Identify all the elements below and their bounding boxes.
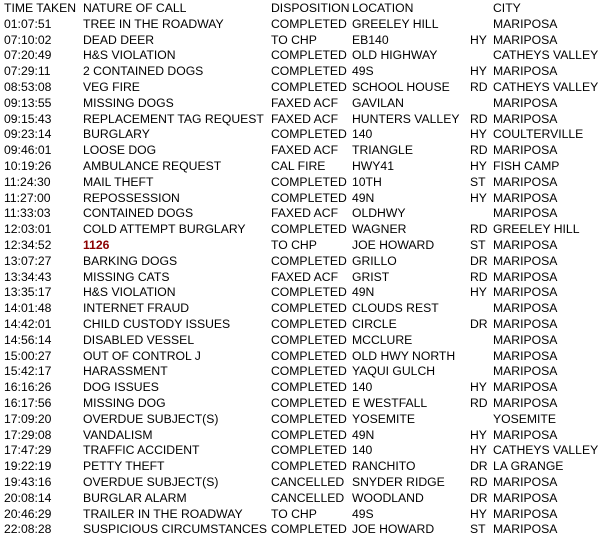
log-row xyxy=(0,33,614,49)
cell-time: 09:13:55 xyxy=(4,95,52,110)
cell-street-suffix: RD xyxy=(470,474,488,489)
log-row xyxy=(0,459,614,475)
log-row xyxy=(0,475,614,491)
cell-disposition: FAXED ACF xyxy=(271,143,339,158)
cell-disposition: COMPLETED xyxy=(271,48,347,63)
cell-nature: CHILD CUSTODY ISSUES xyxy=(83,316,231,331)
cell-city: MARIPOSA xyxy=(493,190,558,205)
cell-disposition: COMPLETED xyxy=(271,301,347,316)
cell-disposition: COMPLETED xyxy=(271,459,347,474)
log-row xyxy=(0,112,614,128)
cell-location: E WESTFALL xyxy=(352,395,428,410)
cell-street-suffix: RD xyxy=(470,143,488,158)
cell-nature: BURGLARY xyxy=(83,127,150,142)
cell-location: EB140 xyxy=(352,32,389,47)
cell-location: JOE HOWARD xyxy=(352,522,435,537)
header-city: CITY xyxy=(493,1,521,15)
log-row xyxy=(0,507,614,523)
cell-disposition: COMPLETED xyxy=(271,16,347,31)
cell-location: JOE HOWARD xyxy=(352,237,435,252)
log-row xyxy=(0,127,614,143)
cell-street-suffix: HY xyxy=(470,506,487,521)
cell-nature: MISSING CATS xyxy=(83,269,170,284)
cell-city: MARIPOSA xyxy=(493,522,558,537)
cell-location: GRIST xyxy=(352,269,390,284)
log-row xyxy=(0,80,614,96)
log-row xyxy=(0,191,614,207)
cell-disposition: COMPLETED xyxy=(271,127,347,142)
cell-time: 09:46:01 xyxy=(4,143,52,158)
cell-street-suffix: HY xyxy=(470,443,487,458)
cell-disposition: COMPLETED xyxy=(271,222,347,237)
log-row xyxy=(0,412,614,428)
log-row xyxy=(0,491,614,507)
cell-time: 15:42:17 xyxy=(4,364,52,379)
cell-time: 20:46:29 xyxy=(4,506,52,521)
cell-time: 20:08:14 xyxy=(4,490,52,505)
log-row xyxy=(0,206,614,222)
cell-location: 49N xyxy=(352,190,375,205)
cell-city: CATHEYS VALLEY xyxy=(493,48,599,63)
cell-disposition: CANCELLED xyxy=(271,490,345,505)
cell-nature: MAIL THEFT xyxy=(83,174,154,189)
cell-city: MARIPOSA xyxy=(493,506,558,521)
cell-disposition: TO CHP xyxy=(271,32,317,47)
cell-city: MARIPOSA xyxy=(493,427,558,442)
cell-city: MARIPOSA xyxy=(493,206,558,221)
log-row xyxy=(0,317,614,333)
cell-nature: VANDALISM xyxy=(83,427,153,442)
cell-nature: HARASSMENT xyxy=(83,364,168,379)
cell-time: 17:47:29 xyxy=(4,443,52,458)
cell-street-suffix: HY xyxy=(470,380,487,395)
log-row xyxy=(0,522,614,538)
cell-nature: AMBULANCE REQUEST xyxy=(83,158,222,173)
cell-disposition: FAXED ACF xyxy=(271,206,339,221)
cell-city: FISH CAMP xyxy=(493,158,560,173)
cell-time: 07:10:02 xyxy=(4,32,52,47)
cell-city: MARIPOSA xyxy=(493,32,558,47)
cell-street-suffix: RD xyxy=(470,79,488,94)
cell-time: 13:34:43 xyxy=(4,269,52,284)
cell-time: 11:27:00 xyxy=(4,190,51,205)
cell-disposition: COMPLETED xyxy=(271,190,347,205)
header-nature: NATURE OF CALL xyxy=(83,1,187,15)
cell-disposition: COMPLETED xyxy=(271,443,347,458)
cell-disposition: TO CHP xyxy=(271,506,317,521)
cell-city: MARIPOSA xyxy=(493,474,558,489)
log-row xyxy=(0,270,614,286)
call-log xyxy=(0,1,614,538)
cell-time: 13:35:17 xyxy=(4,285,52,300)
cell-city: CATHEYS VALLEY xyxy=(493,79,599,94)
cell-nature: 1126 xyxy=(83,237,110,252)
header-time: TIME TAKEN xyxy=(4,1,77,15)
cell-nature: OUT OF CONTROL J xyxy=(83,348,201,363)
cell-location: TRIANGLE xyxy=(352,143,413,158)
cell-time: 14:01:48 xyxy=(4,301,52,316)
cell-disposition: COMPLETED xyxy=(271,522,347,537)
cell-disposition: COMPLETED xyxy=(271,395,347,410)
log-row xyxy=(0,48,614,64)
cell-time: 13:07:27 xyxy=(4,253,52,268)
cell-time: 01:07:51 xyxy=(4,16,52,31)
cell-time: 11:24:30 xyxy=(4,174,51,189)
cell-location: YOSEMITE xyxy=(352,411,415,426)
cell-time: 16:16:26 xyxy=(4,380,52,395)
cell-location: 49N xyxy=(352,427,375,442)
cell-time: 12:03:01 xyxy=(4,222,52,237)
cell-time: 17:29:08 xyxy=(4,427,52,442)
cell-city: MARIPOSA xyxy=(493,490,558,505)
cell-time: 14:42:01 xyxy=(4,316,52,331)
cell-street-suffix: ST xyxy=(470,174,486,189)
cell-street-suffix: RD xyxy=(470,222,488,237)
cell-time: 09:23:14 xyxy=(4,127,52,142)
cell-nature: CONTAINED DOGS xyxy=(83,206,194,221)
cell-city: MARIPOSA xyxy=(493,348,558,363)
cell-location: SNYDER RIDGE xyxy=(352,474,445,489)
cell-time: 22:08:28 xyxy=(4,522,52,537)
log-row xyxy=(0,159,614,175)
cell-disposition: COMPLETED xyxy=(271,79,347,94)
cell-nature: MISSING DOGS xyxy=(83,95,174,110)
cell-nature: SUSPICIOUS CIRCUMSTANCES xyxy=(83,522,267,537)
cell-time: 19:43:16 xyxy=(4,474,52,489)
cell-nature: DEAD DEER xyxy=(83,32,155,47)
log-row xyxy=(0,143,614,159)
log-row xyxy=(0,254,614,270)
cell-location: 140 xyxy=(352,380,373,395)
log-row xyxy=(0,333,614,349)
cell-location: RANCHITO xyxy=(352,459,416,474)
log-row xyxy=(0,380,614,396)
cell-street-suffix: HY xyxy=(470,32,487,47)
cell-time: 08:53:08 xyxy=(4,79,52,94)
cell-disposition: COMPLETED xyxy=(271,253,347,268)
cell-street-suffix: HY xyxy=(470,190,487,205)
cell-city: COULTERVILLE xyxy=(493,127,584,142)
cell-city: YOSEMITE xyxy=(493,411,556,426)
cell-time: 10:19:26 xyxy=(4,158,52,173)
cell-city: MARIPOSA xyxy=(493,143,558,158)
cell-nature: MISSING DOG xyxy=(83,395,166,410)
cell-city: MARIPOSA xyxy=(493,395,558,410)
cell-location: 140 xyxy=(352,443,373,458)
cell-city: MARIPOSA xyxy=(493,316,558,331)
log-row xyxy=(0,175,614,191)
cell-city: LA GRANGE xyxy=(493,459,564,474)
cell-nature: DISABLED VESSEL xyxy=(83,332,195,347)
header-disposition: DISPOSITION xyxy=(271,1,350,15)
cell-location: MCCLURE xyxy=(352,332,413,347)
cell-nature: LOOSE DOG xyxy=(83,143,157,158)
cell-disposition: FAXED ACF xyxy=(271,269,339,284)
cell-disposition: COMPLETED xyxy=(271,174,347,189)
cell-city: MARIPOSA xyxy=(493,269,558,284)
cell-disposition: COMPLETED xyxy=(271,411,347,426)
cell-location: 140 xyxy=(352,127,373,142)
cell-disposition: COMPLETED xyxy=(271,380,347,395)
cell-city: GREELEY HILL xyxy=(493,222,580,237)
cell-location: 49S xyxy=(352,506,374,521)
cell-street-suffix: HY xyxy=(470,127,487,142)
cell-time: 16:17:56 xyxy=(4,395,52,410)
log-row xyxy=(0,428,614,444)
cell-city: MARIPOSA xyxy=(493,364,558,379)
log-row xyxy=(0,285,614,301)
cell-nature: TRAILER IN THE ROADWAY xyxy=(83,506,243,521)
cell-street-suffix: HY xyxy=(470,158,487,173)
cell-location: 10TH xyxy=(352,174,382,189)
cell-nature: TRAFFIC ACCIDENT xyxy=(83,443,200,458)
cell-location: OLDHWY xyxy=(352,206,406,221)
cell-time: 12:34:52 xyxy=(4,237,52,252)
cell-city: MARIPOSA xyxy=(493,237,558,252)
cell-disposition: FAXED ACF xyxy=(271,95,339,110)
cell-time: 17:09:20 xyxy=(4,411,52,426)
cell-disposition: COMPLETED xyxy=(271,348,347,363)
cell-street-suffix: ST xyxy=(470,237,486,252)
cell-disposition: COMPLETED xyxy=(271,64,347,79)
cell-nature: PETTY THEFT xyxy=(83,459,165,474)
cell-street-suffix: ST xyxy=(470,522,486,537)
cell-nature: BURGLAR ALARM xyxy=(83,490,187,505)
cell-disposition: COMPLETED xyxy=(271,316,347,331)
cell-street-suffix: HY xyxy=(470,64,487,79)
log-row xyxy=(0,364,614,380)
log-row xyxy=(0,238,614,254)
cell-disposition: COMPLETED xyxy=(271,285,347,300)
cell-location: HWY41 xyxy=(352,158,394,173)
cell-disposition: CAL FIRE xyxy=(271,158,326,173)
cell-city: CATHEYS VALLEY xyxy=(493,443,599,458)
cell-disposition: COMPLETED xyxy=(271,364,347,379)
cell-location: WOODLAND xyxy=(352,490,424,505)
cell-nature: TREE IN THE ROADWAY xyxy=(83,16,224,31)
cell-time: 07:29:11 xyxy=(4,64,51,79)
cell-nature: INTERNET FRAUD xyxy=(83,301,190,316)
cell-street-suffix: RD xyxy=(470,111,488,126)
log-row xyxy=(0,222,614,238)
cell-nature: REPLACEMENT TAG REQUEST xyxy=(83,111,264,126)
cell-time: 19:22:19 xyxy=(4,459,52,474)
cell-location: YAQUI GULCH xyxy=(352,364,436,379)
cell-location: OLD HIGHWAY xyxy=(352,48,438,63)
cell-disposition: COMPLETED xyxy=(271,427,347,442)
cell-city: MARIPOSA xyxy=(493,16,558,31)
cell-nature: H&S VIOLATION xyxy=(83,48,176,63)
cell-city: MARIPOSA xyxy=(493,95,558,110)
cell-location: 49S xyxy=(352,64,374,79)
cell-street-suffix: DR xyxy=(470,316,488,331)
log-row xyxy=(0,349,614,365)
cell-nature: OVERDUE SUBJECT(S) xyxy=(83,474,219,489)
cell-nature: COLD ATTEMPT BURGLARY xyxy=(83,222,246,237)
cell-disposition: COMPLETED xyxy=(271,332,347,347)
cell-street-suffix: RD xyxy=(470,269,488,284)
cell-street-suffix: RD xyxy=(470,395,488,410)
cell-time: 14:56:14 xyxy=(4,332,52,347)
cell-nature: 2 CONTAINED DOGS xyxy=(83,64,204,79)
cell-disposition: CANCELLED xyxy=(271,474,345,489)
cell-city: MARIPOSA xyxy=(493,301,558,316)
cell-location: 49N xyxy=(352,285,375,300)
cell-location: HUNTERS VALLEY xyxy=(352,111,460,126)
cell-location: SCHOOL HOUSE xyxy=(352,79,450,94)
cell-time: 09:15:43 xyxy=(4,111,52,126)
cell-nature: DOG ISSUES xyxy=(83,380,159,395)
log-row xyxy=(0,301,614,317)
cell-city: MARIPOSA xyxy=(493,64,558,79)
cell-location: OLD HWY NORTH xyxy=(352,348,456,363)
cell-disposition: TO CHP xyxy=(271,237,317,252)
cell-location: GREELEY HILL xyxy=(352,16,439,31)
cell-street-suffix: DR xyxy=(470,459,488,474)
cell-nature: BARKING DOGS xyxy=(83,253,178,268)
header-location: LOCATION xyxy=(352,1,414,15)
cell-location: GRILLO xyxy=(352,253,397,268)
cell-street-suffix: HY xyxy=(470,427,487,442)
cell-time: 11:33:03 xyxy=(4,206,51,221)
cell-time: 15:00:27 xyxy=(4,348,52,363)
cell-city: MARIPOSA xyxy=(493,111,558,126)
cell-location: GAVILAN xyxy=(352,95,404,110)
header-row xyxy=(0,1,614,17)
log-row xyxy=(0,17,614,33)
log-row xyxy=(0,443,614,459)
cell-disposition: FAXED ACF xyxy=(271,111,339,126)
cell-nature: OVERDUE SUBJECT(S) xyxy=(83,411,219,426)
cell-city: MARIPOSA xyxy=(493,285,558,300)
cell-city: MARIPOSA xyxy=(493,253,558,268)
cell-city: MARIPOSA xyxy=(493,174,558,189)
cell-city: MARIPOSA xyxy=(493,332,558,347)
cell-time: 07:20:49 xyxy=(4,48,52,63)
cell-location: WAGNER xyxy=(352,222,407,237)
log-row xyxy=(0,396,614,412)
cell-city: MARIPOSA xyxy=(493,380,558,395)
cell-nature: H&S VIOLATION xyxy=(83,285,176,300)
cell-nature: VEG FIRE xyxy=(83,79,140,94)
log-row xyxy=(0,96,614,112)
cell-street-suffix: HY xyxy=(470,285,487,300)
cell-location: CIRCLE xyxy=(352,316,397,331)
cell-nature: REPOSSESSION xyxy=(83,190,180,205)
cell-street-suffix: DR xyxy=(470,490,488,505)
log-row xyxy=(0,64,614,80)
cell-street-suffix: DR xyxy=(470,253,488,268)
cell-location: CLOUDS REST xyxy=(352,301,439,316)
